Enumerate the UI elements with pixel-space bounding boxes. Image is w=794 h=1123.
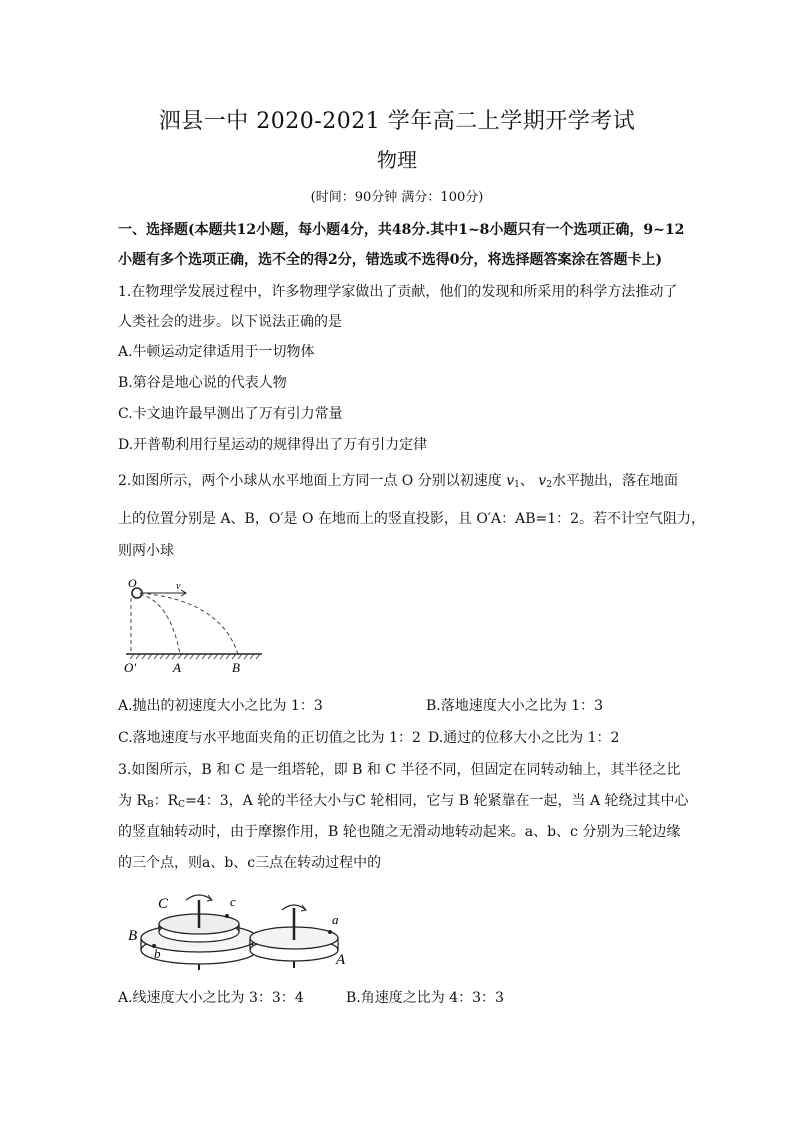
q3-option-b: B.角速度之比为 4：3：3 xyxy=(346,990,504,1006)
q3-text-c: =4：3，A 轮的半径大小与C 轮相同，它与 B 轮紧靠在一起，当 A 轮绕过其中心 xyxy=(185,793,689,809)
label-point-c: c xyxy=(230,894,236,909)
v1-subscript: 1 xyxy=(514,480,520,490)
point-c xyxy=(225,914,229,918)
exam-title: 泗县一中 2020-2021 学年高二上学期开学考试 xyxy=(158,109,636,134)
q1-option-b: B.第谷是地心说的代表人物 xyxy=(118,375,287,391)
ground-hatching xyxy=(130,654,260,659)
q3-stem-line-4: 的三个点，则a、b、c三点在转动过程中的 xyxy=(118,855,382,871)
exam-meta: (时间：90分钟 满分：100分) xyxy=(310,190,484,205)
trajectory-b xyxy=(140,593,238,654)
label-b: B xyxy=(232,660,240,674)
q3-text-a: 为 R xyxy=(118,793,147,809)
q2-option-c: C.落地速度与水平地面夹角的正切值之比为 1：2 xyxy=(118,730,421,746)
q1-option-a: A.牛顿运动定律适用于一切物体 xyxy=(118,344,315,360)
q2-stem-text-b: 水平抛出，落在地面 xyxy=(551,473,678,489)
v2-symbol: v xyxy=(538,473,547,489)
q2-stem-line-1 xyxy=(118,471,684,495)
q3-stem-line-1: 3.如图所示，B 和 C 是一组塔轮，即 B 和 C 半径不同，但固定在同转动轴上，其半径之比 xyxy=(118,762,681,778)
projectile-figure xyxy=(120,574,270,674)
trajectory-a xyxy=(140,594,180,654)
label-point-b: b xyxy=(154,946,161,961)
point-a xyxy=(328,930,332,934)
q2-separator: 、 xyxy=(519,473,534,489)
section-heading-line-1: 一、选择题(本题共12小题，每小题4分，共48分.其中1~8小题只有一个选项正确，9~12 xyxy=(118,222,685,238)
label-o-prime: O′ xyxy=(124,660,137,674)
q2-stem-text-a: 2.如图所示，两个小球从水平地面上方同一点 O 分别以初速度 xyxy=(118,473,502,489)
q1-option-d: D.开普勒利用行星运动的规律得出了万有引力定律 xyxy=(118,437,428,453)
label-wheel-a: A xyxy=(336,952,346,968)
subject-title: 物理 xyxy=(377,148,417,172)
q3-option-a: A.线速度大小之比为 3：3：4 xyxy=(118,990,304,1006)
q3-text-b: ：R xyxy=(153,793,179,809)
q1-option-c: C.卡文迪许最早测出了万有引力常量 xyxy=(118,406,343,422)
label-o: O xyxy=(128,576,137,590)
q1-stem-line-1: 1.在物理学发展过程中，许多物理学家做出了贡献，他们的发现和所采用的科学方法推动了 xyxy=(118,284,678,300)
label-v: v xyxy=(176,581,181,592)
label-point-a: a xyxy=(332,912,339,927)
q3-stem-line-2 xyxy=(118,791,689,815)
gear-wheels-figure xyxy=(124,884,360,976)
q2-stem-line-2: 上的位置分别是 A、B，O′是 O 在地而上的竖直投影，且 O′A：AB=1：2。若不计空气阻力， xyxy=(118,511,706,527)
v1-symbol: v xyxy=(506,473,515,489)
v2-subscript: 2 xyxy=(546,480,552,490)
section-heading-line-2: 小题有多个选项正确，选不全的得2分，错选或不选得0分，将选择题答案涂在答题卡上) xyxy=(118,252,663,268)
rc-subscript: C xyxy=(178,800,186,810)
q2-option-a: A.抛出的初速度大小之比为 1：3 xyxy=(118,698,323,714)
label-wheel-c: C xyxy=(158,896,169,912)
q2-option-d: D.通过的位移大小之比为 1：2 xyxy=(428,730,620,746)
label-a: A xyxy=(173,660,181,674)
rb-subscript: B xyxy=(147,800,154,810)
q1-stem-line-2: 人类社会的进步。以下说法正确的是 xyxy=(118,314,342,330)
q2-option-b: B.落地速度大小之比为 1：3 xyxy=(426,698,604,714)
q3-stem-line-3: 的竖直轴转动时，由于摩擦作用，B 轮也随之无滑动地转动起来。a、b、c 分别为三轮边缘 xyxy=(118,824,681,840)
label-wheel-b: B xyxy=(128,928,138,944)
q2-stem-line-3: 则两小球 xyxy=(118,543,174,559)
